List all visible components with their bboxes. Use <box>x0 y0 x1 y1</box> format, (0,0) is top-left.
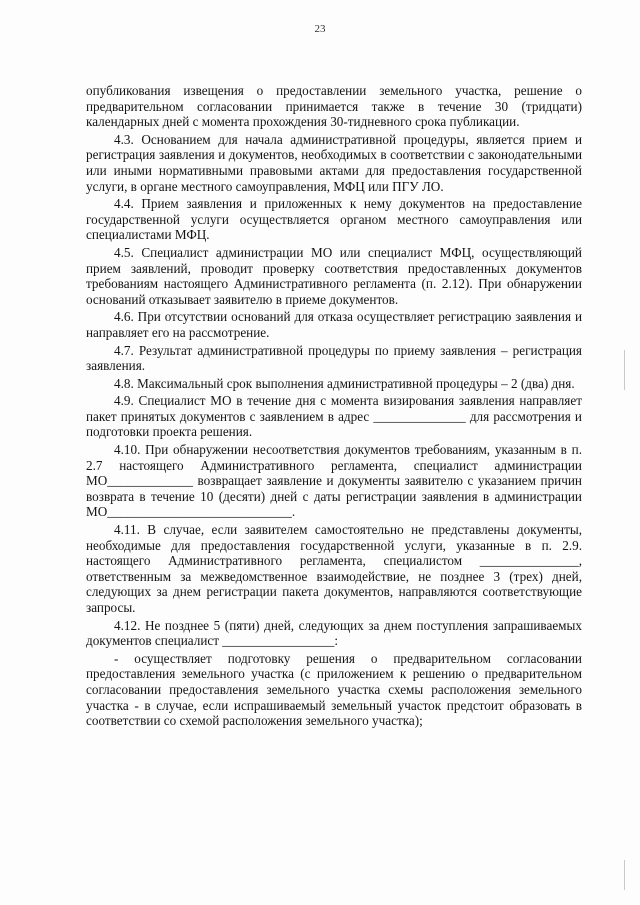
paragraph-4-10: 4.10. При обнаружении несоответствия документов требованиям, указанным в п. 2.7 настоящего Административного регламента, специалист администрации МО_____________ возвращает заявление и документы заявителю с указанием причин возврата в течение 10 (десяти) дней с даты регистрации заявления в администрации МО____________________________. <box>86 442 582 520</box>
paragraph-intro: опубликования извещения о предоставлении земельного участка, решение о предварительном согласовании принимается также в течение 30 (тридцати) календарных дней с момента прохождения 30-тидневного срока публикации. <box>86 83 582 130</box>
paragraph-4-11: 4.11. В случае, если заявителем самостоятельно не представлены документы, необходимые для предоставления государственной услуги, указанные в п. 2.9. настоящего Административного регламента, специалистом _______________, ответственным за межведомственное взаимодействие, не позднее 3 (трех) дней, следующих за днем регистрации пакета документов, направляются соответствующие запросы. <box>86 522 582 615</box>
scan-edge-mark <box>624 350 625 390</box>
document-body <box>86 83 582 731</box>
page-number: 23 <box>314 23 326 35</box>
scan-edge-mark <box>624 860 625 890</box>
paragraph-4-7: 4.7. Результат административной процедуры по приему заявления – регистрация заявления. <box>86 342 582 374</box>
paragraph-4-4: 4.4. Прием заявления и приложенных к нему документов на предоставление государственной услуги осуществляется органом местного самоуправления или специалистами МФЦ. <box>86 196 582 243</box>
paragraph-4-5: 4.5. Специалист администрации МО или специалист МФЦ, осуществляющий прием заявлений, проводит проверку соответствия предоставленных документов требованиям настоящего Административного регламента (п. 2.12). При обнаружении оснований отказывает заявителю в приеме документов. <box>86 244 582 307</box>
list-item-decision: - осуществляет подготовку решения о предварительном согласовании предоставления земельного участка (с приложением к решению о предварительном согласовании предоставления земельного участка схемы расположения земельного участка - в случае, если испрашиваемый земельный участок предстоит образовать в соответствии со схемой расположения земельного участка); <box>86 650 582 729</box>
paragraph-4-8: 4.8. Максимальный срок выполнения административной процедуры – 2 (два) дня. <box>114 375 575 391</box>
paragraph-4-9: 4.9. Специалист МО в течение дня с момента визирования заявления направляет пакет принятых документов с заявлением в адрес ______________ для рассмотрения и подготовки проекта решения. <box>86 393 582 440</box>
paragraph-4-6: 4.6. При отсутствии оснований для отказа осуществляет регистрацию заявления и направляет его на рассмотрение. <box>86 309 582 340</box>
paragraph-4-12: 4.12. Не позднее 5 (пяти) дней, следующих за днем поступления запрашиваемых документов специалист _________________: <box>86 617 582 649</box>
paragraph-4-3: 4.3. Основанием для начала административной процедуры, является прием и регистрация заявления и документов, необходимых в соответствии с законодательными или иными нормативными правовыми актами для предоставления государственной услуги, в органе местного самоуправления, МФЦ или ПГУ ЛО. <box>86 131 582 194</box>
